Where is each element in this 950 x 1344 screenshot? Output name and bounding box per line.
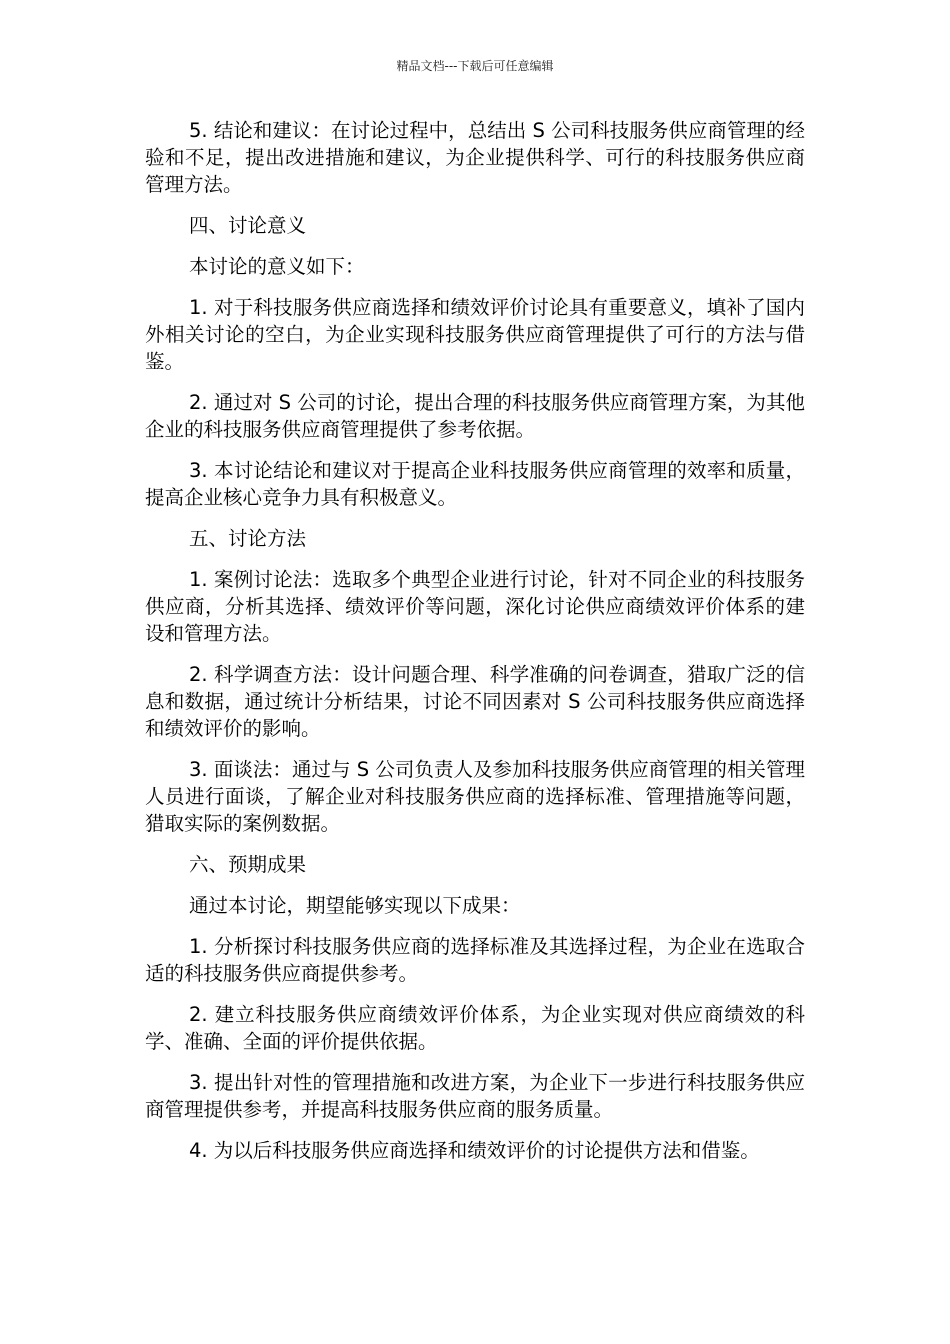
section-heading-expected-results: 六、预期成果 xyxy=(189,853,307,876)
list-item-significance-3: 3. 本讨论结论和建议对于提高企业科技服务供应商管理的效率和质量，提高企业核心竞争力具有积极意义。 xyxy=(145,459,805,509)
list-item-result-3: 3. 提出针对性的管理措施和改进方案，为企业下一步进行科技服务供应商管理提供参考，并提高科技服务供应商的服务质量。 xyxy=(145,1071,805,1121)
list-item-result-2: 2. 建立科技服务供应商绩效评价体系，为企业实现对供应商绩效的科学、准确、全面的评价提供依据。 xyxy=(145,1003,805,1053)
list-item-result-1: 1. 分析探讨科技服务供应商的选择标准及其选择过程，为企业在选取合适的科技服务供应商提供参考。 xyxy=(145,935,805,985)
section-heading-significance: 四、讨论意义 xyxy=(189,214,307,237)
paragraph-results-intro: 通过本讨论，期望能够实现以下成果： xyxy=(189,894,521,917)
paragraph-conclusion-suggestions: 5. 结论和建议：在讨论过程中，总结出 S 公司科技服务供应商管理的经验和不足，提出改进措施和建议，为企业提供科学、可行的科技服务供应商管理方法。 xyxy=(145,119,805,196)
list-item-significance-2: 2. 通过对 S 公司的讨论，提出合理的科技服务供应商管理方案，为其他企业的科技服务供应商管理提供了参考依据。 xyxy=(145,391,805,441)
list-item-significance-1: 1. 对于科技服务供应商选择和绩效评价讨论具有重要意义，填补了国内外相关讨论的空白，为企业实现科技服务供应商管理提供了可行的方法与借鉴。 xyxy=(145,296,805,373)
list-item-method-1: 1. 案例讨论法：选取多个典型企业进行讨论，针对不同企业的科技服务供应商，分析其选择、绩效评价等问题，深化讨论供应商绩效评价体系的建设和管理方法。 xyxy=(145,568,805,645)
list-item-method-2: 2. 科学调查方法：设计问题合理、科学准确的问卷调查，猎取广泛的信息和数据，通过统计分析结果，讨论不同因素对 S 公司科技服务供应商选择和绩效评价的影响。 xyxy=(145,663,805,740)
section-heading-methods: 五、讨论方法 xyxy=(189,527,307,550)
list-item-method-3: 3. 面谈法：通过与 S 公司负责人及参加科技服务供应商管理的相关管理人员进行面谈，了解企业对科技服务供应商的选择标准、管理措施等问题，猎取实际的案例数据。 xyxy=(145,758,805,835)
paragraph-significance-intro: 本讨论的意义如下： xyxy=(189,255,365,278)
page-header: 精品文档---下载后可任意编辑 xyxy=(396,59,554,73)
document-body xyxy=(145,117,805,1164)
list-item-result-4: 4. 为以后科技服务供应商选择和绩效评价的讨论提供方法和借鉴。 xyxy=(189,1139,760,1162)
